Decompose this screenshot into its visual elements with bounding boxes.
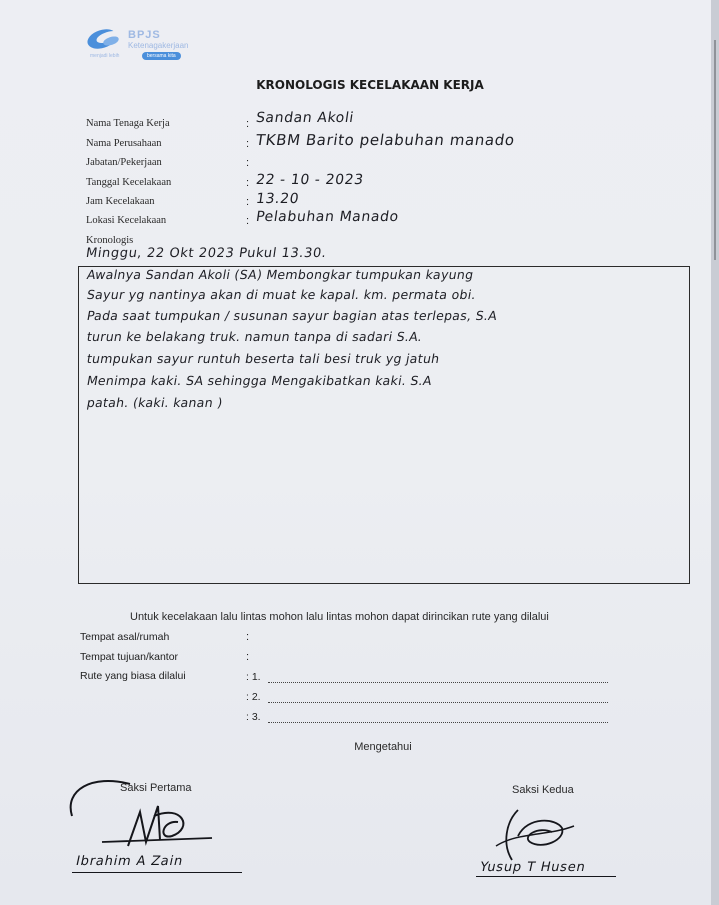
- field-value-accident-location: Pelabuhan Manado: [254, 209, 400, 225]
- field-label-chronology: Kronologis: [86, 235, 134, 246]
- bpjs-logo: [86, 26, 246, 68]
- field-label-accident-date: Tanggal Kecelakaan: [86, 177, 172, 188]
- field-label-company: Nama Perusahaan: [86, 138, 162, 149]
- document-title: KRONOLOGIS KECELAKAAN KERJA: [256, 78, 484, 92]
- field-label-worker-name: Nama Tenaga Kerja: [86, 118, 170, 129]
- route-item-1: : 1.: [246, 671, 261, 683]
- chronology-line: patah. (kaki. kanan ): [85, 395, 224, 410]
- field-value-worker-name: Sandan Akoli: [254, 110, 355, 126]
- second-witness-underline: [476, 876, 616, 877]
- first-witness-signature: [62, 776, 232, 858]
- chronology-line: Sayur yg nantinya akan di muat ke kapal. km. permata obi.: [85, 287, 478, 302]
- route-item-3: : 3.: [246, 711, 261, 723]
- second-witness-signature: [478, 806, 588, 868]
- route-line-1: [268, 682, 608, 683]
- chronology-line: Pada saat tumpukan / susunan sayur bagian atas terlepas, S.A: [85, 308, 499, 323]
- logo-pill: bersama kita: [142, 52, 181, 60]
- acknowledged-label: Mengetahui: [354, 741, 412, 753]
- logo-tagline: menjadi lebih: [90, 53, 120, 59]
- chronology-line: Menimpa kaki. SA sehingga Mengakibatkan kaki. S.A: [85, 373, 434, 388]
- field-colon: :: [246, 215, 250, 227]
- page-edge-line: [714, 40, 716, 260]
- logo-name: BPJS: [128, 29, 161, 41]
- route-label-usual: Rute yang biasa dilalui: [80, 670, 186, 682]
- bpjs-logo-icon: [86, 26, 126, 52]
- field-value-accident-date: 22 - 10 - 2023: [254, 172, 365, 188]
- field-label-accident-location: Lokasi Kecelakaan: [86, 215, 167, 226]
- route-label-destination: Tempat tujuan/kantor: [80, 651, 179, 663]
- chronology-box: [78, 266, 690, 584]
- field-colon: :: [246, 118, 250, 130]
- route-colon-destination: :: [246, 651, 250, 663]
- field-colon: :: [246, 196, 250, 208]
- field-colon: :: [246, 138, 250, 150]
- chronology-line: tumpukan sayur runtuh beserta tali besi truk yg jatuh: [85, 351, 441, 366]
- first-witness-label: Saksi Pertama: [120, 782, 192, 794]
- chronology-line: turun ke belakang truk. namun tanpa di sadari S.A.: [85, 329, 424, 344]
- first-witness-underline: [72, 872, 242, 873]
- route-label-origin: Tempat asal/rumah: [80, 631, 170, 643]
- second-witness-name: Yusup T Husen: [478, 860, 588, 875]
- field-label-accident-time: Jam Kecelakaan: [86, 196, 155, 207]
- field-value-company: TKBM Barito pelabuhan manado: [254, 131, 517, 149]
- field-value-accident-time: 13.20: [254, 191, 301, 207]
- field-colon: :: [246, 177, 250, 189]
- field-colon: :: [246, 157, 250, 169]
- chronology-date-line: Minggu, 22 Okt 2023 Pukul 13.30.: [84, 246, 328, 261]
- route-heading: Untuk kecelakaan lalu lintas mohon lalu lintas mohon dapat dirincikan rute yang dilalui: [130, 611, 549, 623]
- route-line-3: [268, 722, 608, 723]
- route-line-2: [268, 702, 608, 703]
- chronology-line: Awalnya Sandan Akoli (SA) Membongkar tumpukan kayung: [85, 267, 475, 282]
- route-item-2: : 2.: [246, 691, 261, 703]
- second-witness-label: Saksi Kedua: [512, 784, 574, 796]
- logo-subtitle: Ketenagakerjaan: [128, 41, 189, 50]
- route-colon-origin: :: [246, 631, 250, 643]
- first-witness-name: Ibrahim A Zain: [74, 854, 185, 869]
- field-label-position: Jabatan/Pekerjaan: [86, 157, 162, 168]
